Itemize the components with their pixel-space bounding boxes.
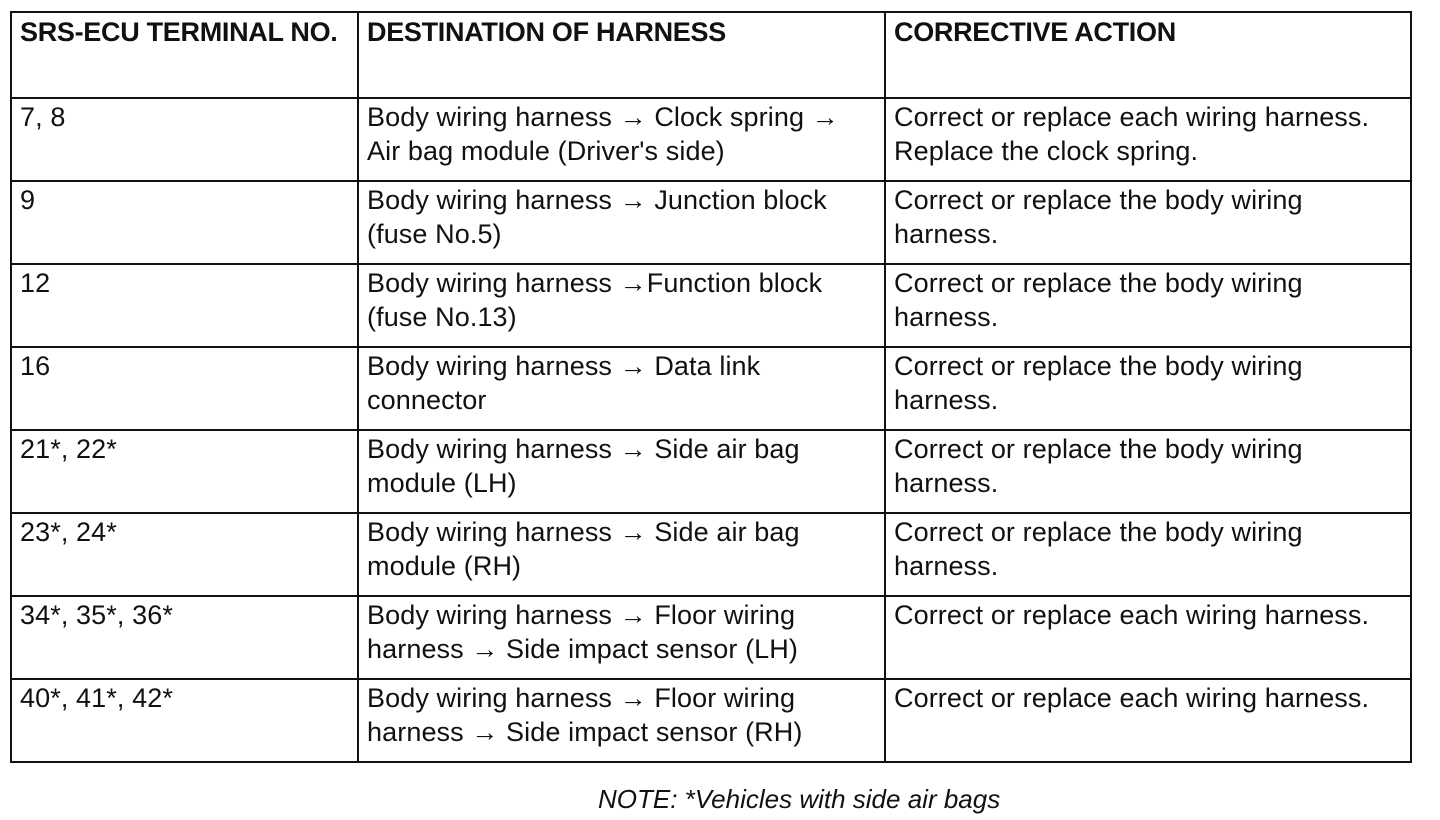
table-row [11,264,1411,347]
header-terminal: SRS-ECU TERMINAL NO. [11,12,358,98]
cell-terminal: 34*, 35*, 36* [11,596,358,679]
footnote: NOTE: *Vehicles with side air bags [598,784,1001,814]
header-destination: DESTINATION OF HARNESS [358,12,885,98]
table-row [11,181,1411,264]
cell-terminal: 21*, 22* [11,430,358,513]
table-row [11,679,1411,762]
cell-corrective-action: Correct or replace the body wiring harness. [885,347,1411,430]
table-row [11,347,1411,430]
cell-corrective-action: Correct or replace each wiring harness. [885,679,1411,762]
table-row [11,513,1411,596]
cell-destination: Body wiring harness → Side air bag module (LH) [358,430,885,513]
cell-terminal: 16 [11,347,358,430]
cell-terminal: 12 [11,264,358,347]
cell-terminal: 7, 8 [11,98,358,181]
cell-corrective-action: Correct or replace the body wiring harness. [885,264,1411,347]
table-row [11,430,1411,513]
cell-destination: Body wiring harness → Junction block (fuse No.5) [358,181,885,264]
harness-table [10,11,1412,763]
header-corrective-action: CORRECTIVE ACTION [885,12,1411,98]
cell-corrective-action: Correct or replace each wiring harness. [885,596,1411,679]
cell-destination: Body wiring harness → Side air bag module (RH) [358,513,885,596]
cell-terminal: 9 [11,181,358,264]
cell-corrective-action: Correct or replace the body wiring harness. [885,181,1411,264]
cell-corrective-action: Correct or replace each wiring harness. Replace the clock spring. [885,98,1411,181]
cell-destination: Body wiring harness →Function block (fuse No.13) [358,264,885,347]
cell-corrective-action: Correct or replace the body wiring harness. [885,430,1411,513]
cell-destination: Body wiring harness → Data link connector [358,347,885,430]
cell-destination: Body wiring harness → Clock spring → Air bag module (Driver's side) [358,98,885,181]
table-row [11,98,1411,181]
cell-destination: Body wiring harness → Floor wiring harness → Side impact sensor (LH) [358,596,885,679]
cell-terminal: 23*, 24* [11,513,358,596]
cell-corrective-action: Correct or replace the body wiring harness. [885,513,1411,596]
cell-destination: Body wiring harness → Floor wiring harness → Side impact sensor (RH) [358,679,885,762]
cell-terminal: 40*, 41*, 42* [11,679,358,762]
table-row [11,596,1411,679]
header-row [11,12,1411,98]
